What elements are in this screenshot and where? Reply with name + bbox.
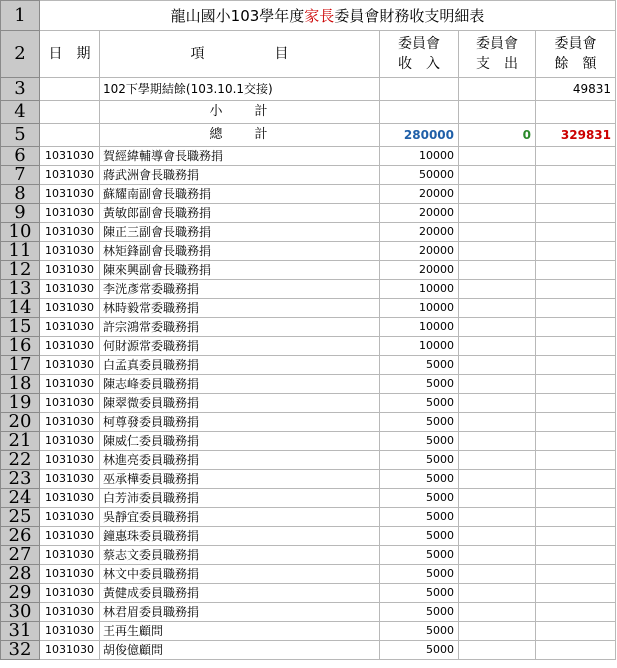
row-header[interactable]: 30	[1, 603, 40, 622]
balance-cell[interactable]	[536, 242, 616, 261]
expense-cell[interactable]	[459, 147, 536, 166]
row-header[interactable]: 25	[1, 508, 40, 527]
entry-row	[1, 318, 616, 337]
expense-header[interactable]: 委員會 支 出	[459, 31, 536, 78]
expense-cell[interactable]	[459, 451, 536, 470]
entry-row	[1, 204, 616, 223]
row-header[interactable]: 27	[1, 546, 40, 565]
date-cell[interactable]: 1031030	[40, 546, 100, 565]
income-cell[interactable]: 20000	[380, 185, 459, 204]
expense-cell[interactable]	[459, 470, 536, 489]
balance-cell[interactable]	[536, 489, 616, 508]
balance-cell[interactable]	[536, 470, 616, 489]
income-cell[interactable]: 5000	[380, 413, 459, 432]
entry-row	[1, 603, 616, 622]
row-header[interactable]: 6	[1, 147, 40, 166]
income-header[interactable]: 委員會 收 入	[380, 31, 459, 78]
expense-cell[interactable]	[459, 223, 536, 242]
entry-row	[1, 546, 616, 565]
item-cell[interactable]: 白孟真委員職務捐	[100, 356, 380, 375]
entry-row	[1, 489, 616, 508]
balance-cell[interactable]	[536, 584, 616, 603]
item-cell[interactable]: 李洸彥常委職務捐	[100, 280, 380, 299]
subtotal-row	[1, 101, 616, 124]
entry-row	[1, 413, 616, 432]
entry-row	[1, 147, 616, 166]
expense-cell[interactable]	[459, 546, 536, 565]
income-cell[interactable]: 5000	[380, 451, 459, 470]
expense-cell[interactable]	[459, 375, 536, 394]
expense-cell[interactable]	[459, 603, 536, 622]
item-cell[interactable]: 巫承樺委員職務捐	[100, 470, 380, 489]
expense-cell[interactable]	[459, 242, 536, 261]
row-header[interactable]: 19	[1, 394, 40, 413]
entry-row	[1, 356, 616, 375]
balance-header[interactable]: 委員會 餘 額	[536, 31, 616, 78]
row-header[interactable]: 2	[1, 31, 40, 78]
item-cell[interactable]: 王再生顧問	[100, 622, 380, 641]
date-cell[interactable]: 1031030	[40, 432, 100, 451]
item-cell[interactable]: 林進亮委員職務捐	[100, 451, 380, 470]
header-row	[1, 31, 616, 78]
total-balance[interactable]: 329831	[536, 124, 616, 147]
income-cell[interactable]: 5000	[380, 470, 459, 489]
expense-cell[interactable]	[459, 489, 536, 508]
row-header[interactable]: 32	[1, 641, 40, 660]
row-header[interactable]: 20	[1, 413, 40, 432]
entry-row	[1, 508, 616, 527]
balance-cell[interactable]	[536, 641, 616, 660]
income-cell[interactable]: 5000	[380, 489, 459, 508]
item-cell[interactable]: 許宗鴻常委職務捐	[100, 318, 380, 337]
row-header[interactable]: 31	[1, 622, 40, 641]
income-cell[interactable]: 10000	[380, 147, 459, 166]
income-cell[interactable]: 5000	[380, 432, 459, 451]
row-header[interactable]: 11	[1, 242, 40, 261]
balance-cell[interactable]	[536, 356, 616, 375]
entry-row	[1, 375, 616, 394]
entry-row	[1, 451, 616, 470]
balance-cell[interactable]	[536, 603, 616, 622]
income-cell[interactable]: 50000	[380, 166, 459, 185]
item-cell[interactable]: 何財源常委職務捐	[100, 337, 380, 356]
item-cell[interactable]: 黃健成委員職務捐	[100, 584, 380, 603]
entry-row	[1, 242, 616, 261]
carryover-balance[interactable]: 49831	[536, 78, 616, 101]
sheet-title[interactable]	[40, 1, 616, 31]
balance-cell[interactable]	[536, 451, 616, 470]
balance-cell[interactable]	[536, 546, 616, 565]
income-cell[interactable]: 5000	[380, 375, 459, 394]
item-cell[interactable]: 陳威仁委員職務捐	[100, 432, 380, 451]
income-cell[interactable]: 5000	[380, 641, 459, 660]
balance-cell[interactable]	[536, 565, 616, 584]
expense-cell[interactable]	[459, 641, 536, 660]
row-header[interactable]: 5	[1, 124, 40, 147]
expense-cell[interactable]	[459, 101, 536, 124]
subtotal-label[interactable]: 小 計	[100, 101, 380, 124]
expense-cell[interactable]	[459, 565, 536, 584]
item-cell[interactable]: 胡俊億顧問	[100, 641, 380, 660]
income-cell[interactable]: 5000	[380, 546, 459, 565]
balance-cell[interactable]	[536, 101, 616, 124]
date-cell[interactable]: 1031030	[40, 242, 100, 261]
date-cell[interactable]: 1031030	[40, 356, 100, 375]
income-cell[interactable]: 10000	[380, 318, 459, 337]
item-cell[interactable]: 柯尊發委員職務捐	[100, 413, 380, 432]
row-header[interactable]: 7	[1, 166, 40, 185]
entry-row	[1, 394, 616, 413]
date-cell[interactable]: 1031030	[40, 641, 100, 660]
income-cell[interactable]: 10000	[380, 337, 459, 356]
balance-cell[interactable]	[536, 375, 616, 394]
title-prefix: 龍山國小103學年度	[170, 6, 305, 25]
date-cell[interactable]: 1031030	[40, 489, 100, 508]
item-cell[interactable]: 陳來興副會長職務捐	[100, 261, 380, 280]
income-cell[interactable]: 5000	[380, 565, 459, 584]
income-cell[interactable]: 5000	[380, 622, 459, 641]
income-cell[interactable]: 5000	[380, 356, 459, 375]
item-cell[interactable]: 林時毅常委職務捐	[100, 299, 380, 318]
entry-row	[1, 299, 616, 318]
date-cell[interactable]: 1031030	[40, 223, 100, 242]
date-cell[interactable]: 1031030	[40, 470, 100, 489]
item-cell[interactable]: 蘇耀南副會長職務捐	[100, 185, 380, 204]
date-cell[interactable]: 1031030	[40, 185, 100, 204]
row-header[interactable]: 18	[1, 375, 40, 394]
item-cell[interactable]: 林文中委員職務捐	[100, 565, 380, 584]
total-label[interactable]: 總 計	[100, 124, 380, 147]
row-header[interactable]: 22	[1, 451, 40, 470]
date-cell[interactable]: 1031030	[40, 413, 100, 432]
row-header[interactable]: 4	[1, 101, 40, 124]
income-cell[interactable]: 5000	[380, 527, 459, 546]
item-cell[interactable]: 白芳沛委員職務捐	[100, 489, 380, 508]
expense-cell[interactable]	[459, 394, 536, 413]
expense-cell[interactable]	[459, 337, 536, 356]
expense-cell[interactable]	[459, 299, 536, 318]
date-header[interactable]: 日 期	[40, 31, 100, 78]
income-cell[interactable]: 5000	[380, 603, 459, 622]
expense-cell[interactable]	[459, 584, 536, 603]
expense-cell[interactable]	[459, 185, 536, 204]
date-cell[interactable]: 1031030	[40, 622, 100, 641]
expense-cell[interactable]	[459, 78, 536, 101]
row-header[interactable]: 16	[1, 337, 40, 356]
row-header[interactable]: 9	[1, 204, 40, 223]
row-header[interactable]: 28	[1, 565, 40, 584]
income-cell[interactable]: 5000	[380, 584, 459, 603]
row-header[interactable]: 12	[1, 261, 40, 280]
income-cell[interactable]: 20000	[380, 223, 459, 242]
entry-row	[1, 261, 616, 280]
row-header[interactable]: 15	[1, 318, 40, 337]
date-cell[interactable]: 1031030	[40, 166, 100, 185]
title-row	[1, 1, 616, 31]
entry-row	[1, 641, 616, 660]
income-cell[interactable]: 20000	[380, 204, 459, 223]
date-cell[interactable]: 1031030	[40, 565, 100, 584]
item-header[interactable]: 項 目	[100, 31, 380, 78]
balance-cell[interactable]	[536, 432, 616, 451]
total-income[interactable]: 280000	[380, 124, 459, 147]
balance-cell[interactable]	[536, 318, 616, 337]
expense-cell[interactable]	[459, 318, 536, 337]
income-cell[interactable]: 5000	[380, 394, 459, 413]
income-cell[interactable]: 20000	[380, 261, 459, 280]
row-header[interactable]: 1	[1, 1, 40, 31]
expense-cell[interactable]	[459, 413, 536, 432]
row-header[interactable]: 26	[1, 527, 40, 546]
item-cell[interactable]: 蔡志文委員職務捐	[100, 546, 380, 565]
row-header[interactable]: 29	[1, 584, 40, 603]
item-cell[interactable]: 黃敏郎副會長職務捐	[100, 204, 380, 223]
item-cell[interactable]: 鐘惠珠委員職務捐	[100, 527, 380, 546]
entry-row	[1, 470, 616, 489]
entry-row	[1, 166, 616, 185]
entry-row	[1, 223, 616, 242]
date-cell[interactable]	[40, 101, 100, 124]
date-cell[interactable]: 1031030	[40, 603, 100, 622]
row-header[interactable]: 8	[1, 185, 40, 204]
balance-cell[interactable]	[536, 204, 616, 223]
entry-row	[1, 185, 616, 204]
balance-cell[interactable]	[536, 394, 616, 413]
expense-cell[interactable]	[459, 280, 536, 299]
balance-cell[interactable]	[536, 261, 616, 280]
date-cell[interactable]	[40, 124, 100, 147]
income-cell[interactable]: 10000	[380, 280, 459, 299]
balance-cell[interactable]	[536, 185, 616, 204]
date-cell[interactable]: 1031030	[40, 204, 100, 223]
entry-row	[1, 527, 616, 546]
income-cell[interactable]: 20000	[380, 242, 459, 261]
expense-cell[interactable]	[459, 204, 536, 223]
date-cell[interactable]: 1031030	[40, 394, 100, 413]
expense-cell[interactable]	[459, 432, 536, 451]
date-cell[interactable]: 1031030	[40, 508, 100, 527]
entry-row	[1, 565, 616, 584]
item-cell[interactable]: 林矩鋒副會長職務捐	[100, 242, 380, 261]
entry-row	[1, 432, 616, 451]
carryover-item[interactable]: 102下學期結餘(103.10.1交接)	[100, 78, 380, 101]
item-cell[interactable]: 吳靜宜委員職務捐	[100, 508, 380, 527]
title-highlight: 家長	[304, 6, 335, 25]
date-cell[interactable]: 1031030	[40, 280, 100, 299]
income-cell[interactable]: 10000	[380, 299, 459, 318]
row-header[interactable]: 14	[1, 299, 40, 318]
expense-cell[interactable]	[459, 527, 536, 546]
title-suffix: 委員會財務收支明細表	[334, 6, 485, 25]
entry-row	[1, 337, 616, 356]
date-cell[interactable]: 1031030	[40, 147, 100, 166]
row-header[interactable]: 17	[1, 356, 40, 375]
income-cell[interactable]	[380, 78, 459, 101]
expense-cell[interactable]	[459, 356, 536, 375]
item-cell[interactable]: 林君眉委員職務捐	[100, 603, 380, 622]
balance-cell[interactable]	[536, 413, 616, 432]
income-cell[interactable]: 5000	[380, 508, 459, 527]
balance-cell[interactable]	[536, 527, 616, 546]
balance-cell[interactable]	[536, 622, 616, 641]
entry-row	[1, 622, 616, 641]
total-row	[1, 124, 616, 147]
item-cell[interactable]: 陳志峰委員職務捐	[100, 375, 380, 394]
balance-cell[interactable]	[536, 508, 616, 527]
entry-row	[1, 280, 616, 299]
date-cell[interactable]: 1031030	[40, 261, 100, 280]
item-cell[interactable]: 蔣武洲會長職務捐	[100, 166, 380, 185]
entry-row	[1, 584, 616, 603]
date-cell[interactable]	[40, 78, 100, 101]
expense-cell[interactable]	[459, 261, 536, 280]
item-cell[interactable]: 賀經緯輔導會長職務捐	[100, 147, 380, 166]
date-cell[interactable]: 1031030	[40, 318, 100, 337]
balance-cell[interactable]	[536, 337, 616, 356]
total-expense[interactable]: 0	[459, 124, 536, 147]
row-header[interactable]: 13	[1, 280, 40, 299]
item-cell[interactable]: 陳正三副會長職務捐	[100, 223, 380, 242]
balance-cell[interactable]	[536, 223, 616, 242]
row-header[interactable]: 10	[1, 223, 40, 242]
date-cell[interactable]: 1031030	[40, 527, 100, 546]
expense-cell[interactable]	[459, 622, 536, 641]
balance-cell[interactable]	[536, 166, 616, 185]
expense-cell[interactable]	[459, 166, 536, 185]
item-cell[interactable]: 陳翠微委員職務捐	[100, 394, 380, 413]
carryover-row	[1, 78, 616, 101]
date-cell[interactable]: 1031030	[40, 375, 100, 394]
row-header[interactable]: 21	[1, 432, 40, 451]
row-header[interactable]: 24	[1, 489, 40, 508]
date-cell[interactable]: 1031030	[40, 337, 100, 356]
balance-cell[interactable]	[536, 280, 616, 299]
date-cell[interactable]: 1031030	[40, 451, 100, 470]
date-cell[interactable]: 1031030	[40, 584, 100, 603]
row-header[interactable]: 3	[1, 78, 40, 101]
income-cell[interactable]	[380, 101, 459, 124]
date-cell[interactable]: 1031030	[40, 299, 100, 318]
row-header[interactable]: 23	[1, 470, 40, 489]
expense-cell[interactable]	[459, 508, 536, 527]
balance-cell[interactable]	[536, 299, 616, 318]
balance-cell[interactable]	[536, 147, 616, 166]
